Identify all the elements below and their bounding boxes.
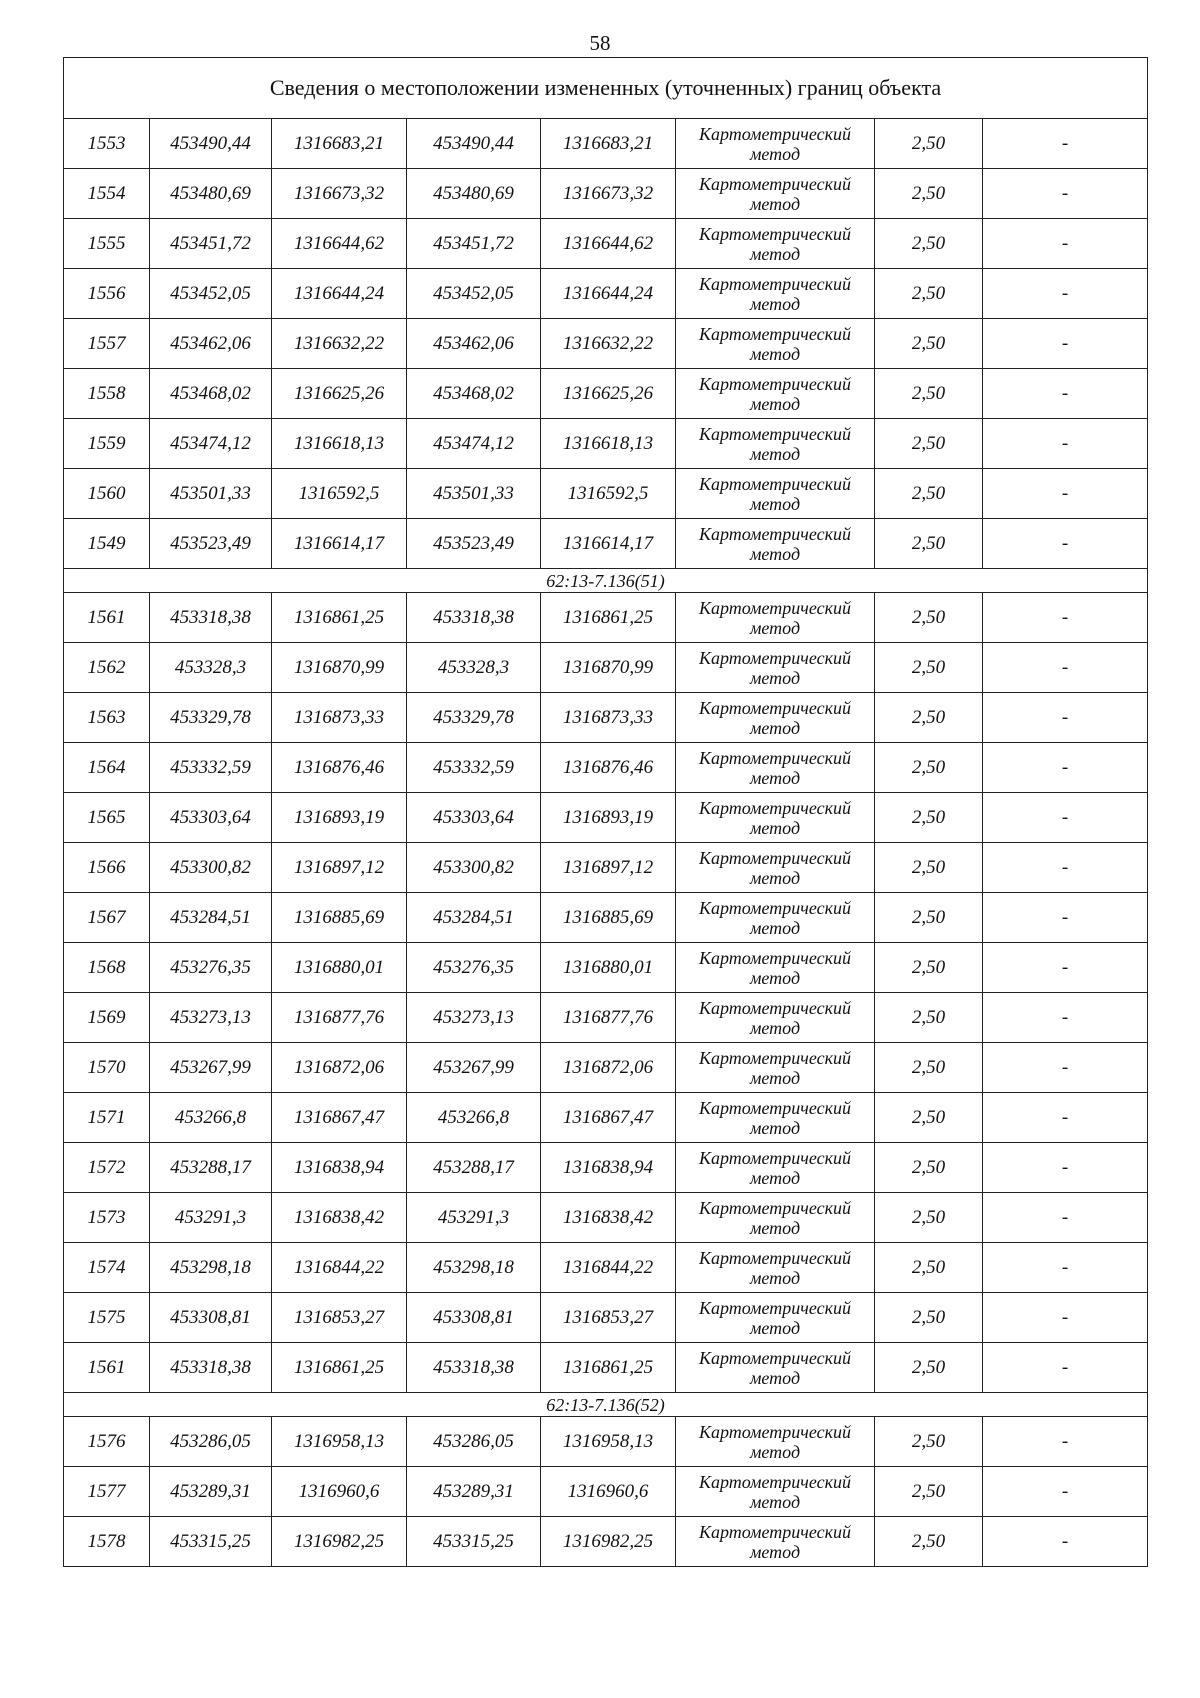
description-cell: - [983, 743, 1148, 793]
table-row [64, 469, 1148, 519]
table-row [64, 319, 1148, 369]
refined-x-cell: 453289,31 [407, 1467, 541, 1517]
method-cell: Картометрический метод [676, 119, 875, 169]
description-cell: - [983, 219, 1148, 269]
refined-x-cell: 453273,13 [407, 993, 541, 1043]
description-cell: - [983, 1093, 1148, 1143]
method-cell: Картометрический метод [676, 1143, 875, 1193]
point-number-cell: 1561 [64, 593, 150, 643]
refined-x-cell: 453298,18 [407, 1243, 541, 1293]
refined-y-cell: 1316844,22 [541, 1243, 676, 1293]
refined-y-cell: 1316644,24 [541, 269, 676, 319]
accuracy-cell: 2,50 [875, 1467, 983, 1517]
description-cell: - [983, 519, 1148, 569]
existing-x-cell: 453452,05 [150, 269, 272, 319]
refined-x-cell: 453288,17 [407, 1143, 541, 1193]
existing-y-cell: 1316838,42 [272, 1193, 407, 1243]
accuracy-cell: 2,50 [875, 469, 983, 519]
point-number-cell: 1568 [64, 943, 150, 993]
refined-y-cell: 1316592,5 [541, 469, 676, 519]
table-row [64, 219, 1148, 269]
method-cell: Картометрический метод [676, 743, 875, 793]
refined-y-cell: 1316853,27 [541, 1293, 676, 1343]
description-cell: - [983, 593, 1148, 643]
method-cell: Картометрический метод [676, 469, 875, 519]
existing-x-cell: 453318,38 [150, 593, 272, 643]
point-number-cell: 1567 [64, 893, 150, 943]
accuracy-cell: 2,50 [875, 1043, 983, 1093]
refined-y-cell: 1316683,21 [541, 119, 676, 169]
existing-y-cell: 1316861,25 [272, 593, 407, 643]
accuracy-cell: 2,50 [875, 319, 983, 369]
description-cell: - [983, 1143, 1148, 1193]
existing-x-cell: 453300,82 [150, 843, 272, 893]
existing-y-cell: 1316873,33 [272, 693, 407, 743]
existing-y-cell: 1316614,17 [272, 519, 407, 569]
table-row [64, 1467, 1148, 1517]
point-number-cell: 1565 [64, 793, 150, 843]
method-cell: Картометрический метод [676, 419, 875, 469]
existing-x-cell: 453468,02 [150, 369, 272, 419]
existing-y-cell: 1316644,62 [272, 219, 407, 269]
table-row [64, 1243, 1148, 1293]
existing-y-cell: 1316683,21 [272, 119, 407, 169]
section-header-row [64, 569, 1148, 593]
existing-x-cell: 453288,17 [150, 1143, 272, 1193]
table-row [64, 743, 1148, 793]
existing-y-cell: 1316876,46 [272, 743, 407, 793]
accuracy-cell: 2,50 [875, 593, 983, 643]
description-cell: - [983, 1343, 1148, 1393]
accuracy-cell: 2,50 [875, 1517, 983, 1567]
method-cell: Картометрический метод [676, 893, 875, 943]
method-cell: Картометрический метод [676, 169, 875, 219]
point-number-cell: 1563 [64, 693, 150, 743]
point-number-cell: 1558 [64, 369, 150, 419]
existing-y-cell: 1316618,13 [272, 419, 407, 469]
existing-y-cell: 1316844,22 [272, 1243, 407, 1293]
table-row [64, 793, 1148, 843]
method-cell: Картометрический метод [676, 943, 875, 993]
table-row [64, 1143, 1148, 1193]
description-cell: - [983, 1243, 1148, 1293]
table-row [64, 643, 1148, 693]
method-cell: Картометрический метод [676, 1093, 875, 1143]
point-number-cell: 1553 [64, 119, 150, 169]
accuracy-cell: 2,50 [875, 1343, 983, 1393]
description-cell: - [983, 1417, 1148, 1467]
existing-y-cell: 1316960,6 [272, 1467, 407, 1517]
description-cell: - [983, 1043, 1148, 1093]
point-number-cell: 1575 [64, 1293, 150, 1343]
point-number-cell: 1560 [64, 469, 150, 519]
existing-y-cell: 1316853,27 [272, 1293, 407, 1343]
existing-x-cell: 453289,31 [150, 1467, 272, 1517]
refined-x-cell: 453267,99 [407, 1043, 541, 1093]
refined-x-cell: 453318,38 [407, 1343, 541, 1393]
accuracy-cell: 2,50 [875, 1417, 983, 1467]
table-row [64, 419, 1148, 469]
point-number-cell: 1577 [64, 1467, 150, 1517]
point-number-cell: 1571 [64, 1093, 150, 1143]
existing-y-cell: 1316880,01 [272, 943, 407, 993]
point-number-cell: 1574 [64, 1243, 150, 1293]
refined-x-cell: 453332,59 [407, 743, 541, 793]
point-number-cell: 1556 [64, 269, 150, 319]
accuracy-cell: 2,50 [875, 419, 983, 469]
description-cell: - [983, 419, 1148, 469]
refined-y-cell: 1316632,22 [541, 319, 676, 369]
refined-x-cell: 453284,51 [407, 893, 541, 943]
point-number-cell: 1559 [64, 419, 150, 469]
existing-y-cell: 1316872,06 [272, 1043, 407, 1093]
point-number-cell: 1569 [64, 993, 150, 1043]
method-cell: Картометрический метод [676, 1293, 875, 1343]
refined-x-cell: 453303,64 [407, 793, 541, 843]
accuracy-cell: 2,50 [875, 693, 983, 743]
method-cell: Картометрический метод [676, 993, 875, 1043]
table-row [64, 693, 1148, 743]
existing-x-cell: 453266,8 [150, 1093, 272, 1143]
method-cell: Картометрический метод [676, 1243, 875, 1293]
accuracy-cell: 2,50 [875, 743, 983, 793]
method-cell: Картометрический метод [676, 269, 875, 319]
refined-x-cell: 453474,12 [407, 419, 541, 469]
accuracy-cell: 2,50 [875, 519, 983, 569]
existing-x-cell: 453501,33 [150, 469, 272, 519]
accuracy-cell: 2,50 [875, 269, 983, 319]
table-title: Сведения о местоположении измененных (уточненных) границ объекта [64, 58, 1148, 119]
accuracy-cell: 2,50 [875, 893, 983, 943]
refined-x-cell: 453286,05 [407, 1417, 541, 1467]
table-row [64, 943, 1148, 993]
description-cell: - [983, 119, 1148, 169]
existing-y-cell: 1316893,19 [272, 793, 407, 843]
table-row [64, 269, 1148, 319]
description-cell: - [983, 693, 1148, 743]
section-label: 62:13-7.136(51) [64, 569, 1148, 593]
point-number-cell: 1555 [64, 219, 150, 269]
refined-y-cell: 1316958,13 [541, 1417, 676, 1467]
existing-y-cell: 1316877,76 [272, 993, 407, 1043]
refined-y-cell: 1316876,46 [541, 743, 676, 793]
table-row [64, 843, 1148, 893]
description-cell: - [983, 993, 1148, 1043]
refined-x-cell: 453462,06 [407, 319, 541, 369]
table-row [64, 1193, 1148, 1243]
refined-x-cell: 453266,8 [407, 1093, 541, 1143]
existing-x-cell: 453308,81 [150, 1293, 272, 1343]
method-cell: Картометрический метод [676, 1517, 875, 1567]
refined-x-cell: 453451,72 [407, 219, 541, 269]
table-row [64, 593, 1148, 643]
existing-x-cell: 453451,72 [150, 219, 272, 269]
description-cell: - [983, 469, 1148, 519]
existing-y-cell: 1316870,99 [272, 643, 407, 693]
existing-y-cell: 1316867,47 [272, 1093, 407, 1143]
accuracy-cell: 2,50 [875, 993, 983, 1043]
existing-y-cell: 1316885,69 [272, 893, 407, 943]
method-cell: Картометрический метод [676, 793, 875, 843]
description-cell: - [983, 1193, 1148, 1243]
existing-x-cell: 453332,59 [150, 743, 272, 793]
description-cell: - [983, 319, 1148, 369]
method-cell: Картометрический метод [676, 843, 875, 893]
table-row [64, 1293, 1148, 1343]
refined-y-cell: 1316867,47 [541, 1093, 676, 1143]
accuracy-cell: 2,50 [875, 1293, 983, 1343]
point-number-cell: 1572 [64, 1143, 150, 1193]
existing-y-cell: 1316958,13 [272, 1417, 407, 1467]
existing-y-cell: 1316838,94 [272, 1143, 407, 1193]
method-cell: Картометрический метод [676, 593, 875, 643]
existing-x-cell: 453462,06 [150, 319, 272, 369]
refined-y-cell: 1316873,33 [541, 693, 676, 743]
description-cell: - [983, 643, 1148, 693]
method-cell: Картометрический метод [676, 519, 875, 569]
table-row [64, 1417, 1148, 1467]
accuracy-cell: 2,50 [875, 219, 983, 269]
refined-y-cell: 1316673,32 [541, 169, 676, 219]
refined-x-cell: 453276,35 [407, 943, 541, 993]
accuracy-cell: 2,50 [875, 843, 983, 893]
refined-x-cell: 453523,49 [407, 519, 541, 569]
existing-x-cell: 453318,38 [150, 1343, 272, 1393]
table-row [64, 169, 1148, 219]
existing-x-cell: 453328,3 [150, 643, 272, 693]
refined-y-cell: 1316960,6 [541, 1467, 676, 1517]
description-cell: - [983, 893, 1148, 943]
table-row [64, 519, 1148, 569]
existing-x-cell: 453315,25 [150, 1517, 272, 1567]
refined-y-cell: 1316614,17 [541, 519, 676, 569]
method-cell: Картометрический метод [676, 643, 875, 693]
refined-x-cell: 453501,33 [407, 469, 541, 519]
refined-x-cell: 453300,82 [407, 843, 541, 893]
refined-y-cell: 1316870,99 [541, 643, 676, 693]
existing-x-cell: 453523,49 [150, 519, 272, 569]
existing-y-cell: 1316644,24 [272, 269, 407, 319]
existing-y-cell: 1316592,5 [272, 469, 407, 519]
refined-y-cell: 1316893,19 [541, 793, 676, 843]
section-header-row [64, 1393, 1148, 1417]
accuracy-cell: 2,50 [875, 1093, 983, 1143]
page-number: 58 [589, 31, 611, 55]
existing-x-cell: 453267,99 [150, 1043, 272, 1093]
refined-x-cell: 453468,02 [407, 369, 541, 419]
table-row [64, 369, 1148, 419]
accuracy-cell: 2,50 [875, 643, 983, 693]
description-cell: - [983, 1517, 1148, 1567]
table-row [64, 893, 1148, 943]
refined-y-cell: 1316872,06 [541, 1043, 676, 1093]
method-cell: Картометрический метод [676, 1193, 875, 1243]
description-cell: - [983, 943, 1148, 993]
method-cell: Картометрический метод [676, 1043, 875, 1093]
description-cell: - [983, 269, 1148, 319]
existing-y-cell: 1316861,25 [272, 1343, 407, 1393]
table-title-row [64, 58, 1148, 119]
boundary-coordinates-table [63, 57, 1148, 1567]
refined-y-cell: 1316838,42 [541, 1193, 676, 1243]
point-number-cell: 1573 [64, 1193, 150, 1243]
table-row [64, 119, 1148, 169]
existing-y-cell: 1316897,12 [272, 843, 407, 893]
method-cell: Картометрический метод [676, 1343, 875, 1393]
refined-x-cell: 453318,38 [407, 593, 541, 643]
refined-y-cell: 1316897,12 [541, 843, 676, 893]
table-row [64, 1517, 1148, 1567]
method-cell: Картометрический метод [676, 369, 875, 419]
point-number-cell: 1570 [64, 1043, 150, 1093]
table-row [64, 993, 1148, 1043]
existing-x-cell: 453291,3 [150, 1193, 272, 1243]
existing-x-cell: 453303,64 [150, 793, 272, 843]
refined-x-cell: 453328,3 [407, 643, 541, 693]
refined-x-cell: 453452,05 [407, 269, 541, 319]
description-cell: - [983, 1467, 1148, 1517]
refined-y-cell: 1316982,25 [541, 1517, 676, 1567]
point-number-cell: 1578 [64, 1517, 150, 1567]
existing-x-cell: 453490,44 [150, 119, 272, 169]
existing-x-cell: 453273,13 [150, 993, 272, 1043]
table-body [64, 58, 1148, 1567]
refined-x-cell: 453291,3 [407, 1193, 541, 1243]
refined-y-cell: 1316861,25 [541, 593, 676, 643]
table-row [64, 1093, 1148, 1143]
refined-y-cell: 1316618,13 [541, 419, 676, 469]
method-cell: Картометрический метод [676, 1467, 875, 1517]
description-cell: - [983, 169, 1148, 219]
refined-x-cell: 453480,69 [407, 169, 541, 219]
section-label: 62:13-7.136(52) [64, 1393, 1148, 1417]
refined-y-cell: 1316861,25 [541, 1343, 676, 1393]
method-cell: Картометрический метод [676, 219, 875, 269]
point-number-cell: 1554 [64, 169, 150, 219]
existing-x-cell: 453298,18 [150, 1243, 272, 1293]
refined-y-cell: 1316877,76 [541, 993, 676, 1043]
accuracy-cell: 2,50 [875, 1243, 983, 1293]
existing-y-cell: 1316625,26 [272, 369, 407, 419]
accuracy-cell: 2,50 [875, 369, 983, 419]
accuracy-cell: 2,50 [875, 943, 983, 993]
table-row [64, 1043, 1148, 1093]
refined-x-cell: 453490,44 [407, 119, 541, 169]
table-row [64, 1343, 1148, 1393]
refined-y-cell: 1316885,69 [541, 893, 676, 943]
existing-y-cell: 1316673,32 [272, 169, 407, 219]
method-cell: Картометрический метод [676, 1417, 875, 1467]
refined-y-cell: 1316625,26 [541, 369, 676, 419]
refined-x-cell: 453315,25 [407, 1517, 541, 1567]
existing-x-cell: 453329,78 [150, 693, 272, 743]
refined-x-cell: 453329,78 [407, 693, 541, 743]
refined-y-cell: 1316644,62 [541, 219, 676, 269]
point-number-cell: 1576 [64, 1417, 150, 1467]
accuracy-cell: 2,50 [875, 793, 983, 843]
existing-x-cell: 453284,51 [150, 893, 272, 943]
point-number-cell: 1561 [64, 1343, 150, 1393]
existing-x-cell: 453286,05 [150, 1417, 272, 1467]
description-cell: - [983, 793, 1148, 843]
method-cell: Картометрический метод [676, 693, 875, 743]
existing-y-cell: 1316982,25 [272, 1517, 407, 1567]
existing-x-cell: 453480,69 [150, 169, 272, 219]
existing-x-cell: 453276,35 [150, 943, 272, 993]
point-number-cell: 1564 [64, 743, 150, 793]
existing-x-cell: 453474,12 [150, 419, 272, 469]
point-number-cell: 1549 [64, 519, 150, 569]
refined-x-cell: 453308,81 [407, 1293, 541, 1343]
accuracy-cell: 2,50 [875, 119, 983, 169]
accuracy-cell: 2,50 [875, 1193, 983, 1243]
accuracy-cell: 2,50 [875, 169, 983, 219]
point-number-cell: 1566 [64, 843, 150, 893]
description-cell: - [983, 843, 1148, 893]
description-cell: - [983, 369, 1148, 419]
description-cell: - [983, 1293, 1148, 1343]
existing-y-cell: 1316632,22 [272, 319, 407, 369]
refined-y-cell: 1316880,01 [541, 943, 676, 993]
refined-y-cell: 1316838,94 [541, 1143, 676, 1193]
accuracy-cell: 2,50 [875, 1143, 983, 1193]
point-number-cell: 1562 [64, 643, 150, 693]
method-cell: Картометрический метод [676, 319, 875, 369]
point-number-cell: 1557 [64, 319, 150, 369]
